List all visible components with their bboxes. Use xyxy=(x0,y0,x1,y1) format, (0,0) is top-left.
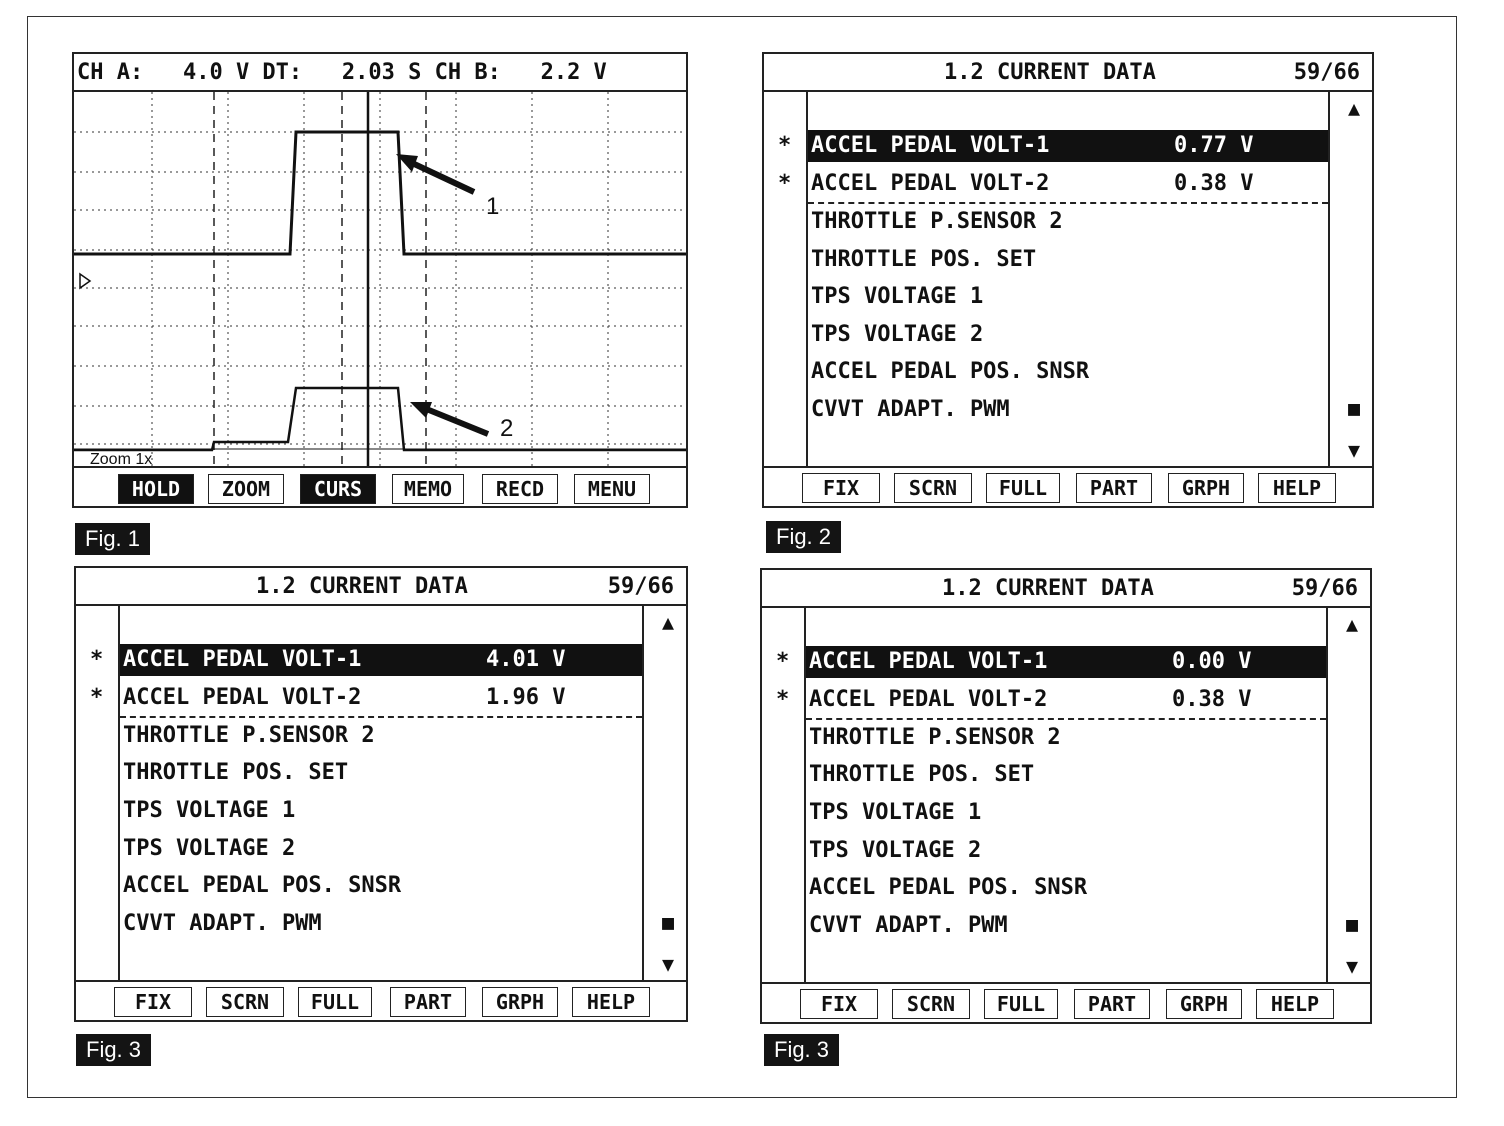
list-item[interactable]: TPS VOLTAGE 2 xyxy=(123,836,296,861)
curs-button[interactable]: CURS xyxy=(300,474,376,504)
fixed-marker: * xyxy=(778,133,792,158)
grph-button[interactable]: GRPH xyxy=(1168,473,1244,503)
screen-title: 1.2 CURRENT DATA xyxy=(942,576,1154,601)
fix-button[interactable]: FIX xyxy=(114,987,192,1017)
fixed-marker: * xyxy=(90,647,104,672)
channel-a-waveform xyxy=(74,132,686,254)
scrollbar[interactable] xyxy=(642,606,644,980)
scrn-button[interactable]: SCRN xyxy=(894,473,972,503)
list-item[interactable]: THROTTLE POS. SET xyxy=(809,762,1035,787)
screen-header xyxy=(76,568,686,606)
list-item[interactable]: CVVT ADAPT. PWM xyxy=(123,911,322,936)
page-counter: 59/66 xyxy=(1291,576,1358,601)
current-data-screen-fig3a xyxy=(74,566,688,1022)
figure-label-1: Fig. 1 xyxy=(75,523,150,555)
grph-button[interactable]: GRPH xyxy=(482,987,558,1017)
fix-button[interactable]: FIX xyxy=(800,989,878,1019)
fixed-marker: * xyxy=(778,171,792,196)
scroll-down-icon[interactable]: ▼ xyxy=(1347,438,1360,462)
zoom-button[interactable]: ZOOM xyxy=(208,474,284,504)
list-item-selected[interactable]: ACCEL PEDAL VOLT-1 0.77 V xyxy=(808,130,1328,162)
scope-grid xyxy=(74,92,686,468)
marker-1: 1 xyxy=(486,193,500,220)
marker-2: 2 xyxy=(500,415,514,442)
recd-button[interactable]: RECD xyxy=(482,474,558,504)
screen-title: 1.2 CURRENT DATA xyxy=(944,60,1156,85)
button-bar xyxy=(76,980,686,1020)
button-bar xyxy=(762,982,1370,1022)
list-item-selected[interactable]: ACCEL PEDAL VOLT-1 0.00 V xyxy=(806,646,1326,678)
list-item[interactable]: THROTTLE P.SENSOR 2 xyxy=(123,723,375,748)
figure-label-2: Fig. 2 xyxy=(766,521,841,553)
list-item[interactable]: ACCEL PEDAL VOLT-2 1.96 V xyxy=(123,685,566,710)
fixed-marker: * xyxy=(90,685,104,710)
scroll-thumb-icon[interactable]: ■ xyxy=(1345,912,1358,936)
scroll-down-icon[interactable]: ▼ xyxy=(1345,954,1358,978)
list-item[interactable]: ACCEL PEDAL VOLT-2 0.38 V xyxy=(809,687,1252,712)
arrow-1-icon xyxy=(396,154,474,192)
list-item[interactable]: THROTTLE P.SENSOR 2 xyxy=(811,209,1063,234)
list-item[interactable]: CVVT ADAPT. PWM xyxy=(811,397,1010,422)
scroll-up-icon[interactable]: ▲ xyxy=(1347,96,1360,120)
list-item[interactable]: ACCEL PEDAL POS. SNSR xyxy=(123,873,402,898)
scope-header: CH A: 4.0 V DT: 2.03 S CH B: 2.2 V xyxy=(74,54,686,92)
list-item[interactable]: TPS VOLTAGE 1 xyxy=(809,800,982,825)
full-button[interactable]: FULL xyxy=(298,987,372,1017)
page-counter: 59/66 xyxy=(607,574,674,599)
menu-button[interactable]: MENU xyxy=(574,474,650,504)
scroll-up-icon[interactable]: ▲ xyxy=(661,610,674,634)
memo-button[interactable]: MEMO xyxy=(392,474,464,504)
scrn-button[interactable]: SCRN xyxy=(206,987,284,1017)
fixed-divider xyxy=(808,202,1328,204)
list-item[interactable]: ACCEL PEDAL POS. SNSR xyxy=(809,875,1088,900)
part-button[interactable]: PART xyxy=(390,987,466,1017)
fix-button[interactable]: FIX xyxy=(802,473,880,503)
fixed-divider xyxy=(806,718,1326,720)
scroll-up-icon[interactable]: ▲ xyxy=(1345,612,1358,636)
part-button[interactable]: PART xyxy=(1074,989,1150,1019)
list-item[interactable]: ACCEL PEDAL VOLT-2 0.38 V xyxy=(811,171,1254,196)
fixed-marker: * xyxy=(776,649,790,674)
help-button[interactable]: HELP xyxy=(572,987,650,1017)
current-data-screen-fig3b xyxy=(760,568,1372,1024)
list-item[interactable]: TPS VOLTAGE 1 xyxy=(811,284,984,309)
scope-screen xyxy=(72,52,688,508)
screen-title: 1.2 CURRENT DATA xyxy=(256,574,468,599)
list-item[interactable]: THROTTLE POS. SET xyxy=(811,247,1037,272)
scope-button-bar xyxy=(74,466,686,506)
figure-label-3b: Fig. 3 xyxy=(764,1034,839,1066)
scrollbar[interactable] xyxy=(1328,92,1330,466)
fixed-marker: * xyxy=(776,687,790,712)
data-list xyxy=(762,608,1370,982)
grph-button[interactable]: GRPH xyxy=(1166,989,1242,1019)
data-list xyxy=(764,92,1372,466)
scroll-thumb-icon[interactable]: ■ xyxy=(1347,396,1360,420)
scope-plot[interactable] xyxy=(74,92,686,468)
list-item[interactable]: THROTTLE POS. SET xyxy=(123,760,349,785)
help-button[interactable]: HELP xyxy=(1256,989,1334,1019)
scrn-button[interactable]: SCRN xyxy=(892,989,970,1019)
screen-header xyxy=(762,570,1370,608)
list-item[interactable]: ACCEL PEDAL POS. SNSR xyxy=(811,359,1090,384)
fixed-divider xyxy=(120,716,642,718)
button-bar xyxy=(764,466,1372,506)
scroll-thumb-icon[interactable]: ■ xyxy=(661,910,674,934)
list-item[interactable]: CVVT ADAPT. PWM xyxy=(809,913,1008,938)
screen-header xyxy=(764,54,1372,92)
list-item[interactable]: TPS VOLTAGE 2 xyxy=(809,838,982,863)
list-item-selected[interactable]: ACCEL PEDAL VOLT-1 4.01 V xyxy=(120,644,642,676)
full-button[interactable]: FULL xyxy=(986,473,1060,503)
list-item[interactable]: TPS VOLTAGE 1 xyxy=(123,798,296,823)
arrow-2-icon xyxy=(410,402,488,434)
scrollbar[interactable] xyxy=(1326,608,1328,982)
list-item[interactable]: TPS VOLTAGE 2 xyxy=(811,322,984,347)
scroll-down-icon[interactable]: ▼ xyxy=(661,952,674,976)
full-button[interactable]: FULL xyxy=(984,989,1058,1019)
hold-button[interactable]: HOLD xyxy=(118,474,194,504)
part-button[interactable]: PART xyxy=(1076,473,1152,503)
page-counter: 59/66 xyxy=(1293,60,1360,85)
data-list xyxy=(76,606,686,980)
figure-label-3a: Fig. 3 xyxy=(76,1034,151,1066)
trigger-marker-icon xyxy=(80,274,90,288)
help-button[interactable]: HELP xyxy=(1258,473,1336,503)
list-item[interactable]: THROTTLE P.SENSOR 2 xyxy=(809,725,1061,750)
current-data-screen-fig2 xyxy=(762,52,1374,508)
zoom-level: Zoom 1x xyxy=(90,451,153,468)
